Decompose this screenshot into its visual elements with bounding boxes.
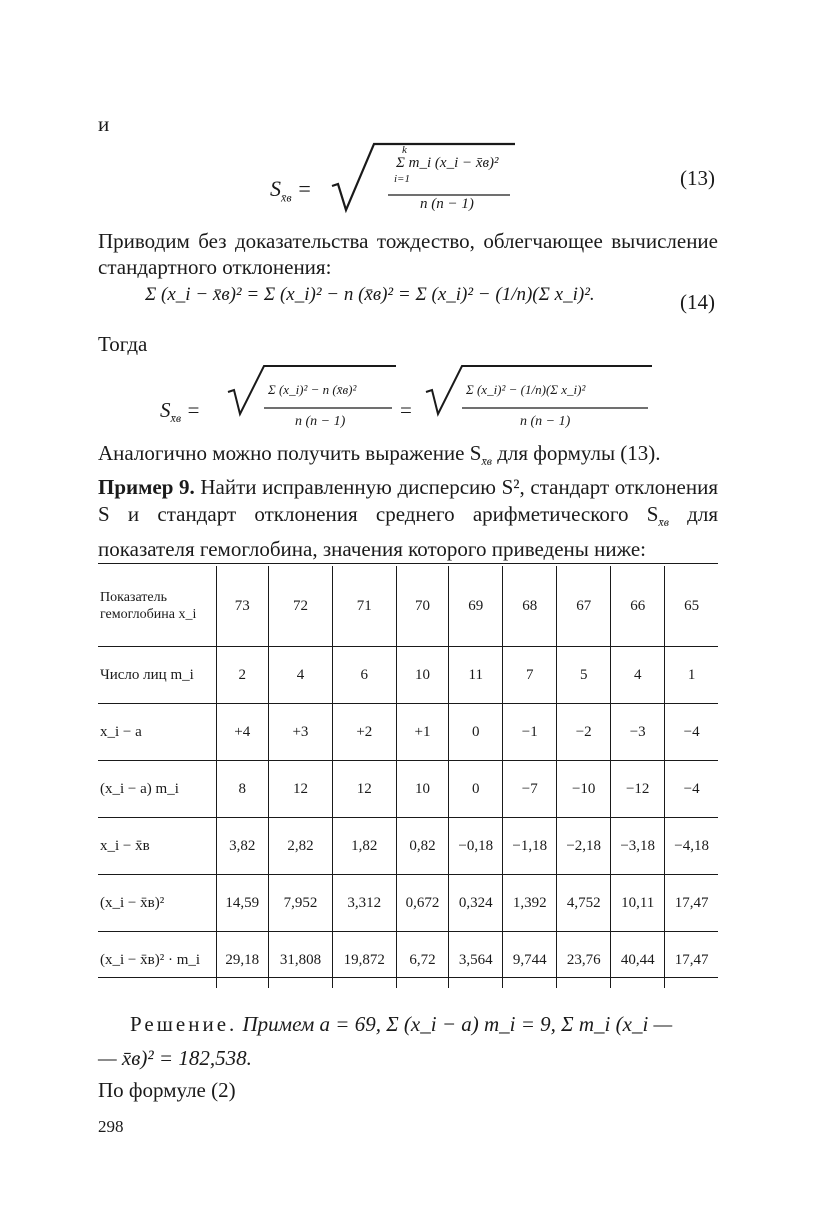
eq13-denominator: n (n − 1): [420, 196, 474, 212]
table-top-rule: [98, 563, 718, 564]
example-9: Пример 9. Найти исправленную дисперсию S², стандарт отклонения S и стандарт отклонения среднего арифметического $S_{x̄в}$ для показателя гемоглобина, значения которого приведены ниже:: [98, 475, 719, 562]
table-cell: −12: [611, 761, 665, 818]
table-cell: 67: [557, 566, 611, 647]
table-cell: 5: [557, 647, 611, 704]
table-cell: −7: [503, 761, 557, 818]
equation-14: Σ (x_i − x̄в)² = Σ (x_i)² − n (x̄в)² = Σ (x_i)² − (1/n)(Σ x_i)².: [145, 284, 595, 305]
table-cell: 3,82: [216, 818, 269, 875]
table-cell: 14,59: [216, 875, 269, 932]
equation-13-number: (13): [680, 166, 715, 190]
word-togda: Тогда: [98, 332, 148, 356]
table-cell: 66: [611, 566, 665, 647]
table-cell: 72: [269, 566, 333, 647]
row-label: (x_i − a) m_i: [100, 780, 179, 797]
table-bottom-rule: [98, 977, 718, 978]
table-cell: 68: [503, 566, 557, 647]
page-number: 298: [98, 1117, 124, 1136]
table-cell: 10,11: [611, 875, 665, 932]
formula-reference: По формуле (2): [98, 1078, 236, 1102]
table-cell: 0,672: [396, 875, 449, 932]
table-row: [98, 818, 718, 875]
table-cell: +3: [269, 704, 333, 761]
table-cell: 1,82: [332, 818, 396, 875]
table-cell: 70: [396, 566, 449, 647]
table-cell: 12: [332, 761, 396, 818]
table-cell: −10: [557, 761, 611, 818]
table-row: [98, 566, 718, 647]
table-cell: 9,744: [503, 932, 557, 989]
hemoglobin-table: [98, 566, 718, 988]
row-label: x_i − x̄в: [100, 837, 150, 854]
eq13-lhs: $S_{x̄в}$ =: [270, 176, 312, 205]
eq15-denominator-2: n (n − 1): [520, 414, 571, 429]
solution-line-1: Решение. Примем a = 69, Σ (x_i − a) m_i = 9, Σ m_i (x_i —: [130, 1012, 673, 1036]
table-cell: 3,312: [332, 875, 396, 932]
eq13-sum-bottom: i=1: [394, 173, 410, 185]
table-cell: 69: [449, 566, 503, 647]
table-cell: +2: [332, 704, 396, 761]
table-cell: 0: [449, 761, 503, 818]
table-cell: 31,808: [269, 932, 333, 989]
table-cell: 1,392: [503, 875, 557, 932]
table-cell: −4: [665, 761, 718, 818]
table-cell: −3,18: [611, 818, 665, 875]
row-label: Число лиц m_i: [100, 666, 194, 683]
eq15-numerator-2: Σ (x_i)² − (1/n)(Σ x_i)²: [466, 382, 586, 397]
table-row: [98, 761, 718, 818]
table-row: [98, 932, 718, 989]
table-cell: 71: [332, 566, 396, 647]
table-cell: 4: [269, 647, 333, 704]
table-cell: 10: [396, 761, 449, 818]
row-label: (x_i − x̄в)² · m_i: [100, 951, 201, 968]
table-row: [98, 704, 718, 761]
table-cell: −0,18: [449, 818, 503, 875]
eq13-sum-top: k: [402, 144, 407, 156]
table-cell: 40,44: [611, 932, 665, 989]
table-cell: 6: [332, 647, 396, 704]
row-label: (x_i − x̄в)²: [100, 894, 165, 911]
eq15-denominator-1: n (n − 1): [295, 414, 346, 429]
table-cell: 19,872: [332, 932, 396, 989]
table-cell: 2: [216, 647, 269, 704]
table-cell: 23,76: [557, 932, 611, 989]
table-cell: 0,82: [396, 818, 449, 875]
equation-sqrt-identity: [160, 362, 680, 442]
eq15-numerator-1: Σ (x_i)² − n (x̄в)²: [268, 382, 357, 397]
table-cell: 12: [269, 761, 333, 818]
equation-sqrt-radicals: [160, 362, 680, 442]
table-cell: 29,18: [216, 932, 269, 989]
table-cell: 3,564: [449, 932, 503, 989]
table-cell: −4: [665, 704, 718, 761]
table-cell: 8: [216, 761, 269, 818]
table-cell: −1: [503, 704, 557, 761]
eq15-equals: =: [400, 398, 412, 422]
table-cell: 6,72: [396, 932, 449, 989]
table-cell: −3: [611, 704, 665, 761]
equation-13: [270, 140, 540, 220]
table-cell: +4: [216, 704, 269, 761]
table-row: [98, 647, 718, 704]
table-cell: −1,18: [503, 818, 557, 875]
conjunction-i: и: [98, 112, 110, 136]
table-cell: 65: [665, 566, 718, 647]
table-cell: 11: [449, 647, 503, 704]
table-cell: 17,47: [665, 875, 718, 932]
table-cell: 0,324: [449, 875, 503, 932]
equation-14-number: (14): [680, 290, 715, 314]
table-cell: 17,47: [665, 932, 718, 989]
table-cell: 73: [216, 566, 269, 647]
table-cell: 0: [449, 704, 503, 761]
paragraph-identity: Приводим без доказательства тождество, облегчающее вычисление стандартного отклонения:: [98, 229, 718, 279]
table-cell: 1: [665, 647, 718, 704]
table-cell: −4,18: [665, 818, 718, 875]
table-cell: 4,752: [557, 875, 611, 932]
paragraph-analog: Аналогично можно получить выражение $S_{x̄в}$ для формулы (13).: [98, 441, 661, 469]
row-label: x_i − a: [100, 723, 142, 740]
table-row: [98, 875, 718, 932]
table-cell: 2,82: [269, 818, 333, 875]
table-cell: −2,18: [557, 818, 611, 875]
table-cell: 7,952: [269, 875, 333, 932]
table-cell: −2: [557, 704, 611, 761]
table-cell: 4: [611, 647, 665, 704]
table-cell: 7: [503, 647, 557, 704]
table-cell: +1: [396, 704, 449, 761]
eq15-lhs: $S_{x̄в}$ =: [160, 398, 201, 426]
table-cell: 10: [396, 647, 449, 704]
eq13-numerator: Σ m_i (x_i − x̄в)²: [396, 155, 499, 171]
row-label: Показатель гемоглобина x_i: [100, 590, 197, 622]
solution-line-2: — x̄в)² = 182,538.: [98, 1046, 252, 1070]
